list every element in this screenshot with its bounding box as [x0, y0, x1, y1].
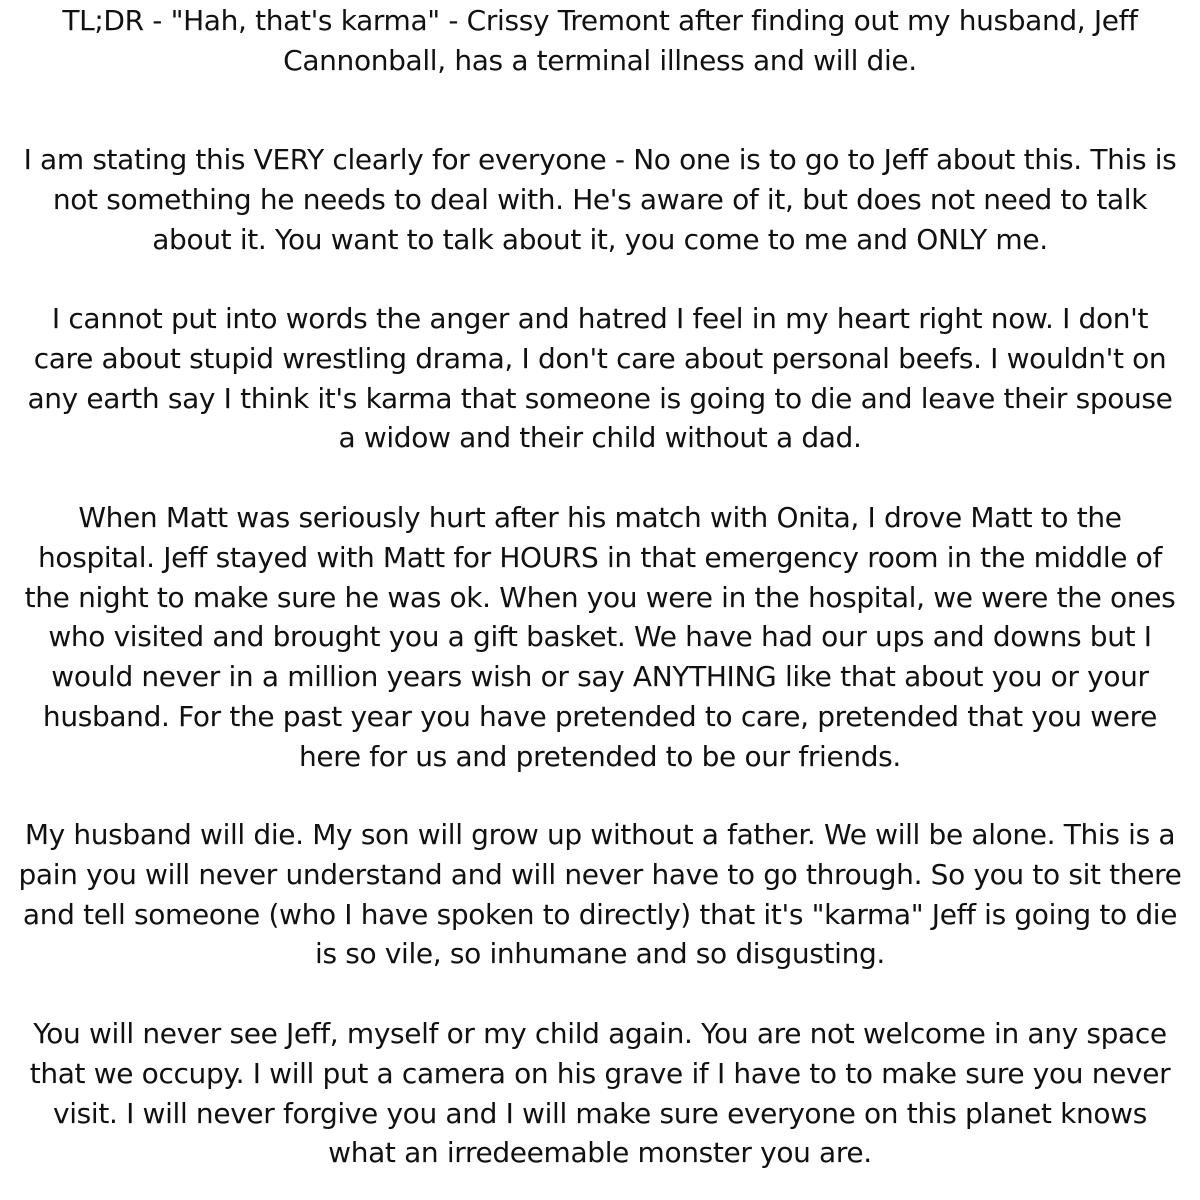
grief-paragraph: My husband will die. My son will grow up without a father. We will be alone. This is a pain you will never understand and will never have to go through. So you to sit there and tell someone (who I have spoken to directly) that it's "karma" Jeff is going to die is so vile, so inhumane and so disgusting. — [18, 818, 1182, 971]
tldr-paragraph: TL;DR - "Hah, that's karma" - Crissy Tremont after finding out my husband, Jeff Cannonball, has a terminal illness and will die. — [62, 4, 1138, 77]
warning-paragraph: I am stating this VERY clearly for everyone - No one is to go to Jeff about this. This is not something he needs to deal with. He's aware of it, but does not need to talk about it. You want to talk about it, you come to me and ONLY me. — [23, 143, 1177, 256]
anger-paragraph: I cannot put into words the anger and hatred I feel in my heart right now. I don't care about stupid wrestling drama, I don't care about personal beefs. I wouldn't on any earth say I think it's karma that someone is going to die and leave their spouse a widow and their child without a dad. — [27, 302, 1173, 455]
history-paragraph: When Matt was seriously hurt after his match with Onita, I drove Matt to the hospital. Jeff stayed with Matt for HOURS in that emergency room in the middle of the night to make sure he was ok. When you were in the hospital, we were the ones who visited and brought you a gift basket. We have had our ups and downs but I would never in a million years wish or say ANYTHING like that about you or your husband. For the past year you have pretended to care, pretended that you were here for us and pretended to be our friends. — [24, 501, 1176, 773]
closing-paragraph: You will never see Jeff, myself or my child again. You are not welcome in any space that we occupy. I will put a camera on his grave if I have to to make sure you never visit. I will never forgive you and I will make sure everyone on this planet knows what an irredeemable monster you are. — [29, 1017, 1171, 1170]
